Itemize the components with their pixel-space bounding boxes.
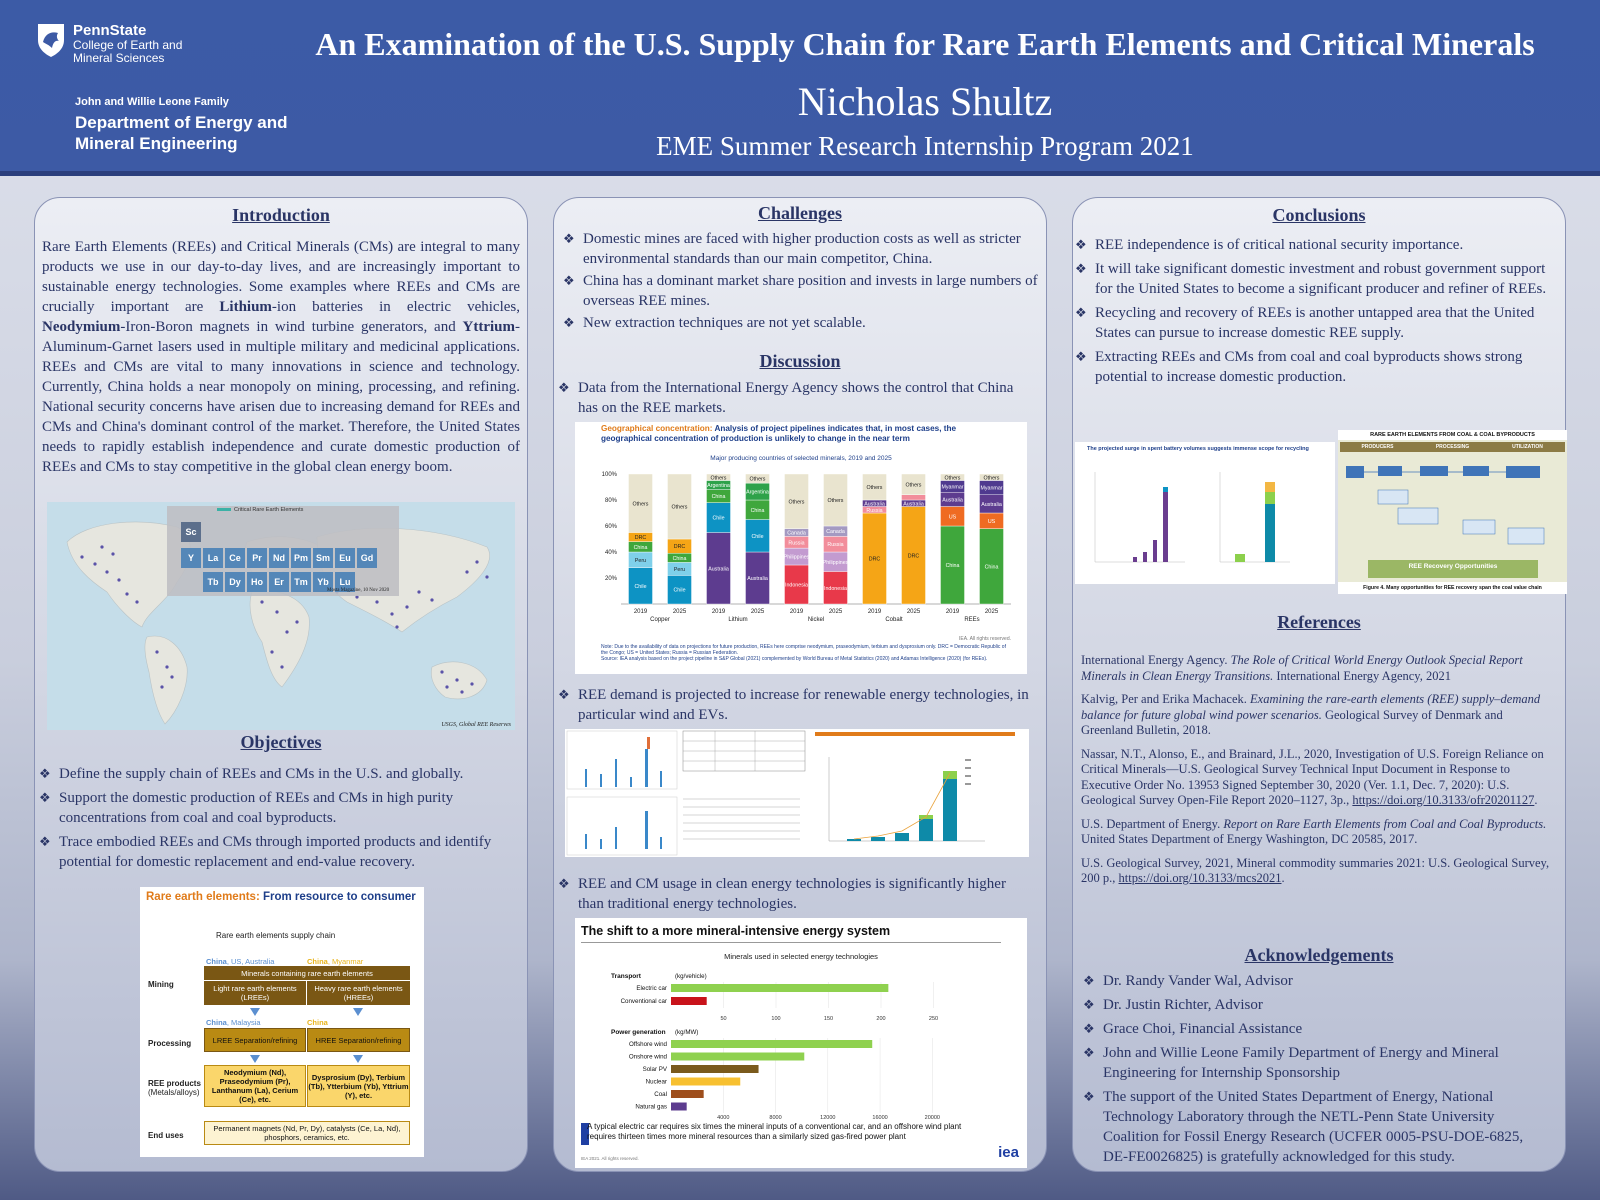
category-label: Coal: [654, 1091, 667, 1098]
right-column: [1072, 197, 1566, 1172]
segment-label: Australia: [942, 497, 963, 504]
category-label: Electric car: [636, 985, 667, 992]
coal-figure-caption: Figure 4. Many opportunities for REE recovery span the coal value chain: [1338, 582, 1567, 594]
segment-label: DRC: [673, 544, 686, 551]
objective-item: ❖ Support the domestic production of REEs and CMs in high purity concentrations from coal and coal byproducts.: [37, 788, 525, 828]
segment-label: Russia: [866, 507, 883, 514]
reference-5: U.S. Geological Survey, 2021, Mineral commodity summaries 2021: U.S. Geological Survey, 200 p., https://doi.org/10.3133/mcs2021.: [1081, 855, 1550, 885]
reference-5-link[interactable]: https://doi.org/10.3133/mcs2021: [1118, 871, 1282, 885]
segment-label: Australia: [903, 501, 924, 508]
intro-bold-lithium: Lithium: [219, 299, 272, 315]
x-tick-label: 2019: [867, 609, 882, 615]
segment-label: Russia: [788, 540, 805, 547]
reference-1: International Energy Agency. The Role of Critical World Energy Outlook Special Report Minerals in Clean Energy Transitions. International Energy Agency, 2021: [1081, 653, 1523, 683]
coal-figure-columns: [1340, 442, 1565, 452]
intro-bold-neodymium: Neodymium: [42, 319, 121, 335]
category-label: Offshore wind: [628, 1041, 667, 1048]
map-credit: USGS, Global REE Reserves: [441, 722, 511, 728]
group-label: Copper: [650, 617, 670, 623]
element-tile: Y: [181, 548, 201, 568]
conclusion-item: ❖ Recycling and recovery of REEs is another untapped area that the United States can pursue to increase domestic REE supply.: [1073, 303, 1561, 343]
element-tile: Ho: [247, 572, 267, 592]
group-heading: Transport: [611, 973, 641, 980]
intro-text-2: -ion batteries in electric vehicles,: [271, 299, 520, 315]
category-label: Conventional car: [620, 998, 667, 1005]
x-tick-label: 16000: [872, 1115, 888, 1121]
ree-supply-chain-figure: [140, 887, 424, 1157]
segment-label: Others: [632, 501, 649, 508]
challenge-item: ❖ Domestic mines are faced with higher production costs as well as stricter environmental standards than our main competitor, China.: [561, 229, 1039, 269]
element-tile: Er: [269, 572, 289, 592]
objectives-heading: Objectives: [240, 732, 322, 752]
element-tile: Lu: [335, 572, 355, 592]
stage-ree-products: REE products (Metals/alloys): [148, 1079, 201, 1097]
x-tick-label: 2019: [945, 609, 960, 615]
acknowledgement-item: ❖ John and Willie Leone Family Department of Energy and Mineral Engineering for Internship Sponsorship: [1081, 1043, 1551, 1083]
segment-label: China: [711, 494, 726, 501]
y-tick-label: 20%: [604, 576, 617, 582]
references-list: [1081, 653, 1551, 895]
segment-label: China: [672, 555, 687, 562]
department-family: John and Willie Leone Family: [75, 96, 229, 108]
end-uses-box: Permanent magnets (Nd, Pr, Dy), catalysts (Ce, La, Nd), phosphors, ceramics, etc.: [204, 1121, 410, 1145]
element-tile: Tb: [203, 572, 223, 592]
mining-left-countries: China, US, Australia: [206, 957, 275, 966]
poster-title: An Examination of the U.S. Supply Chain for Rare Earth Elements and Critical Minerals: [315, 26, 1535, 62]
iea-geo-subtitle: Major producing countries of selected minerals, 2019 and 2025: [710, 455, 892, 462]
segment-label: DRC: [868, 556, 881, 563]
references-heading: References: [1277, 612, 1361, 632]
segment-label: Indonesia: [785, 582, 808, 589]
college-name: College of Earth and Mineral Sciences: [73, 38, 183, 65]
lree-separation-box: LREE Separation/refining: [204, 1028, 306, 1052]
segment-label: Others: [788, 499, 805, 506]
x-tick-label: 2025: [984, 609, 999, 615]
y-tick-label: 60%: [604, 524, 617, 530]
arrow-down-icon: [250, 1008, 260, 1016]
segment-label: Australia: [747, 576, 768, 582]
stage-mining: Mining: [148, 980, 174, 989]
segment-label: China: [984, 564, 999, 571]
segment-label: Others: [671, 504, 688, 511]
spent-battery-figure: [1075, 442, 1335, 584]
conclusion-item: ❖ Extracting REEs and CMs from coal and coal byproducts shows strong potential to increase domestic production.: [1073, 347, 1561, 387]
element-tile: Dy: [225, 572, 245, 592]
mining-right-countries: China, Myanmar: [307, 957, 364, 966]
col-utilization: UTILIZATION: [1512, 444, 1543, 450]
segment-label: US: [987, 518, 996, 525]
lree-box: Light rare earth elements (LREEs): [204, 981, 306, 1005]
segment-label: Others: [944, 475, 961, 482]
element-tile: Ce: [225, 548, 245, 568]
nittany-lion-shield-icon: [36, 22, 66, 58]
horizontal-bar-chart: [575, 964, 1027, 1134]
reference-2: Kalvig, Per and Erika Machacek. Examining the rare-earth elements (REE) supply–demand balance for future global wind power scenarios. Geological Survey of Denmark and Greenland Bulletin, 2018.: [1081, 692, 1541, 737]
discussion-point-1: [556, 378, 1034, 420]
challenges-list: [561, 229, 1039, 335]
segment-label: China: [945, 563, 960, 569]
segment-label: Others: [905, 482, 922, 489]
group-unit: (kg/MW): [675, 1029, 699, 1036]
segment-label: Myanmar: [980, 485, 1003, 492]
processing-left-countries: China, Malaysia: [206, 1018, 261, 1027]
objectives-list: [37, 764, 525, 876]
bar-segment: [902, 495, 926, 500]
x-tick-label: 2019: [789, 609, 804, 615]
supply-chain-subtitle: Rare earth elements supply chain: [216, 931, 336, 940]
x-tick-label: 2025: [828, 609, 843, 615]
segment-label: Philippines: [822, 559, 849, 566]
segment-label: Peru: [673, 566, 686, 573]
group-label: Cobalt: [885, 617, 903, 623]
challenge-item: ❖ China has a dominant market share position and invests in large numbers of overseas REE mines.: [561, 271, 1039, 311]
segment-label: Australia: [864, 501, 885, 508]
stage-processing: Processing: [148, 1039, 192, 1048]
element-tile: La: [203, 548, 223, 568]
y-tick-label: 80%: [604, 498, 617, 504]
segment-label: Australia: [708, 566, 729, 573]
group-heading: Power generation: [611, 1029, 666, 1036]
element-tile: Yb: [313, 572, 333, 592]
element-tile: Pm: [291, 548, 311, 568]
x-tick-label: 200: [876, 1016, 886, 1022]
acknowledgements-list: [1081, 971, 1551, 1171]
author-name: Nicholas Shultz: [797, 79, 1053, 124]
bar: [671, 997, 707, 1005]
heavy-ree-products: Dysprosium (Dy), Terbium (Tb), Ytterbium (Yb), Yttrium (Y), etc.: [307, 1065, 410, 1107]
periodic-table-inset: [167, 506, 399, 596]
x-tick-label: 2025: [906, 609, 921, 615]
bar: [671, 1103, 687, 1111]
x-tick-label: 100: [771, 1016, 781, 1022]
category-label: Solar PV: [642, 1066, 667, 1073]
segment-label: Others: [866, 485, 883, 491]
arrow-down-icon: [353, 1055, 363, 1063]
conclusions-list: [1073, 235, 1561, 391]
reference-4: U.S. Department of Energy. Report on Rare Earth Elements from Coal and Coal Byproducts. United States Department of Energy Washington, DC 20585, 2017.: [1081, 816, 1547, 846]
group-label: Lithium: [728, 617, 748, 623]
segment-label: Chile: [634, 583, 647, 590]
arrow-down-icon: [353, 1008, 363, 1016]
x-tick-label: 2019: [711, 609, 726, 615]
intro-bold-yttrium: Yttrium: [462, 319, 515, 335]
department-block: [75, 96, 315, 154]
col-producers: PRODUCERS: [1361, 444, 1394, 450]
acknowledgement-item: ❖ Dr. Justin Richter, Advisor: [1081, 995, 1551, 1015]
ree-demand-figures: [565, 729, 1029, 857]
mineral-chart-caption: A typical electric car requires six times the mineral inputs of a conventional car, and an offshore wind plant requires thirteen times more mineral resources than a similarly sized gas-fired power plant: [587, 1122, 962, 1141]
acknowledgement-item: ❖ Dr. Randy Vander Wal, Advisor: [1081, 971, 1551, 991]
segment-label: Peru: [634, 557, 647, 564]
acknowledgement-item: ❖ Grace Choi, Financial Assistance: [1081, 1019, 1551, 1039]
segment-label: Indonesia: [824, 585, 847, 592]
x-tick-label: 8000: [769, 1115, 782, 1121]
iea-geo-headline: Geographical concentration: Analysis of project pipelines indicates that, in most cases, the geographical concentration of production is unlikely to change in the near term: [601, 424, 957, 443]
university-name: PennState: [73, 22, 147, 39]
ree-demand-thumbnail-graphic: [565, 729, 1029, 857]
bar: [671, 1040, 872, 1048]
discussion-heading: Discussion: [759, 351, 841, 371]
segment-label: Australia: [981, 501, 1002, 508]
x-tick-label: 2025: [750, 609, 765, 615]
conclusion-item: ❖ It will take significant domestic investment and robust government support for the United States to become a significant producer and refiner of REEs.: [1073, 259, 1561, 299]
segment-label: Chile: [673, 587, 686, 594]
map-source: Mosta Magazine, 10 Nov 2020: [327, 588, 390, 593]
hree-separation-box: HREE Separation/refining: [307, 1028, 410, 1052]
stage-end-uses: End uses: [148, 1131, 184, 1140]
segment-label: Others: [983, 475, 1000, 482]
segment-label: Canada: [826, 529, 845, 536]
intro-text-4: -Aluminum-Garnet lasers used in multiple military and medicinal applications. REEs and CMs are vital to many innovations in science and technology. Currently, China holds a near monopoly on mining, processing, and refining. National security concerns have arisen due to increasing demand for REEs and CMs and China's dominant control of the market. Therefore, the United States needs to rapidly establish independence and curate domestic production of REEs and CMs to stay competitive in the global clean energy boom.: [42, 319, 520, 475]
x-tick-label: 50: [720, 1016, 727, 1022]
bar: [671, 1078, 740, 1086]
segment-label: Myanmar: [941, 484, 964, 491]
discussion-item: ❖ REE demand is projected to increase for renewable energy technologies, in particular wind and EVs.: [556, 685, 1034, 725]
x-tick-label: 12000: [820, 1115, 836, 1121]
objective-item: ❖ Define the supply chain of REEs and CMs in the U.S. and globally.: [37, 764, 525, 784]
element-tile: Tm: [291, 572, 311, 592]
iea-geo-rights: IEA. All rights reserved.: [959, 636, 1011, 642]
objective-item: ❖ Trace embodied REEs and CMs through imported products and identify potential for domestic replacement and end-value recovery.: [37, 832, 525, 872]
coal-ree-figure: [1338, 430, 1567, 594]
iea-logo: iea: [998, 1144, 1019, 1161]
x-tick-label: 2025: [672, 609, 687, 615]
x-tick-label: 4000: [717, 1115, 730, 1121]
bar: [671, 984, 888, 992]
pennstate-logo: [36, 22, 183, 65]
processing-right-country: China: [307, 1018, 328, 1027]
program-name: EME Summer Research Internship Program 2021: [656, 131, 1194, 161]
segment-label: Philippines: [783, 554, 810, 561]
department-name: Department of Energy and Mineral Engineering: [75, 113, 288, 153]
segment-label: US: [948, 514, 957, 521]
segment-label: Others: [710, 475, 727, 482]
category-label: Nuclear: [645, 1078, 667, 1086]
element-tile: Sc: [181, 522, 201, 542]
iea-geo-note: Note: Due to the availability of data on projections for future production, REEs here comprise neodymium, praseodymium, terbium and dysprosium only. DRC = Democratic Republic of the Congo; US = United States; Russia = Russian Federation. Source: IEA analysis based on the project pipeline in S&P Global (2021) complemented by World Bureau of Metal Statistics (2020) and Adamas Intelligence (2020) (for REEs).: [601, 644, 1006, 662]
acknowledgement-item: ❖ The support of the United States Department of Energy, National Technology Laboratory through the NETL-Penn State University Coalition for Fossil Energy Research (UCFER 0005-PSU-DOE-6825, DE-FE0026825) is gratefully acknowledged for this study.: [1081, 1087, 1551, 1167]
battery-figure-title: The projected surge in spent battery volumes suggests immense scope for recycling: [1087, 446, 1309, 452]
ree-world-map: [47, 502, 515, 730]
arrow-down-icon: [250, 1055, 260, 1063]
intro-text-1: Rare Earth Elements (REEs) and Critical Minerals (CMs) are integral to many products we use in our day-to-day lives, and are increasingly important to sustainable energy technologies. Some examples where REEs and CMs are crucially important are: [42, 239, 520, 315]
y-tick-label: 100%: [601, 472, 617, 478]
coal-figure-title: RARE EARTH ELEMENTS FROM COAL & COAL BYPRODUCTS: [1338, 430, 1567, 440]
acknowledgements-heading: Acknowledgements: [1244, 945, 1394, 965]
mineral-chart-subtitle: Minerals used in selected energy technologies: [724, 952, 878, 961]
recovery-opportunities-label: REE Recovery Opportunities: [1408, 563, 1498, 570]
element-tile: Sm: [313, 548, 333, 568]
discussion-item: ❖ REE and CM usage in clean energy technologies is significantly higher than traditional energy technologies.: [556, 874, 1034, 914]
conclusion-item: ❖ REE independence is of critical national security importance.: [1073, 235, 1561, 255]
bar: [671, 1090, 704, 1098]
mineral-chart-rights: IEA 2021. All rights reserved.: [581, 1156, 639, 1161]
x-tick-label: 2019: [633, 609, 648, 615]
element-tile: Pr: [247, 548, 267, 568]
minerals-box: Minerals containing rare earth elements: [204, 966, 410, 980]
map-legend: Critical Rare Earth Elements: [217, 507, 303, 513]
reference-3: Nassar, N.T., Alonso, E., and Brainard, J.L., 2020, Investigation of U.S. Foreign Reliance on Critical Minerals—U.S. Geological Survey Technical Input Document in Response to Executive Order No. 13953 Signed September 30, 2020 (Ver. 1.1, Dec. 7, 2020): U.S. Geological Survey Open-File Report 2020–1127, 3p., https://doi.org/10.3133/ofr20201127.: [1081, 746, 1544, 807]
element-tile: Gd: [357, 548, 377, 568]
supply-chain-title: Rare earth elements: From resource to consumer: [146, 891, 416, 903]
x-tick-label: 150: [823, 1016, 834, 1022]
col-processing: PROCESSING: [1435, 444, 1470, 450]
discussion-item: ❖ Data from the International Energy Agency shows the control that China has on the REE markets.: [556, 378, 1034, 418]
group-label: Nickel: [807, 617, 825, 623]
hree-box: Heavy rare earth elements (HREEs): [307, 981, 410, 1005]
segment-label: Argentina: [707, 483, 730, 490]
discussion-point-3: [556, 874, 1034, 916]
segment-label: Russia: [827, 542, 844, 549]
middle-column: [553, 197, 1047, 1172]
segment-label: Chile: [751, 533, 764, 540]
intro-text-3: -Iron-Boron magnets in wind turbine generators, and: [120, 319, 463, 335]
segment-label: Chile: [712, 515, 725, 522]
stacked-bar-chart: [575, 464, 1027, 664]
mineral-intensity-chart: [575, 918, 1027, 1168]
segment-label: Argentina: [746, 489, 769, 496]
introduction-text: [42, 237, 520, 477]
segment-label: DRC: [634, 535, 647, 542]
y-tick-label: 40%: [604, 550, 617, 556]
challenges-heading: Challenges: [757, 203, 842, 223]
discussion-point-2: [556, 685, 1034, 727]
title-rule: [581, 942, 1001, 943]
light-ree-products: Neodymium (Nd), Praseodymium (Pr), Lanthanum (La), Cerium (Ce), etc.: [204, 1065, 306, 1107]
left-column: [34, 197, 528, 1172]
introduction-heading: Introduction: [232, 205, 330, 225]
battery-bars-graphic: [1075, 442, 1335, 584]
mineral-chart-title: The shift to a more mineral-intensive energy system: [581, 924, 891, 938]
element-tile: Eu: [335, 548, 355, 568]
category-label: Natural gas: [635, 1103, 667, 1111]
segment-label: Canada: [787, 530, 806, 537]
reference-3-link[interactable]: https://doi.org/10.3133/ofr20201127: [1352, 793, 1535, 807]
segment-label: Others: [749, 476, 766, 483]
segment-label: Others: [827, 498, 844, 504]
category-label: Onshore wind: [628, 1053, 667, 1061]
group-label: REEs: [964, 617, 980, 623]
x-tick-label: 250: [928, 1016, 939, 1022]
element-tile: Nd: [269, 548, 289, 568]
challenge-item: ❖ New extraction techniques are not yet scalable.: [561, 313, 1039, 333]
poster-header: [0, 0, 1600, 176]
bar: [671, 1053, 804, 1061]
conclusions-heading: Conclusions: [1272, 205, 1366, 225]
x-tick-label: 20000: [924, 1115, 940, 1121]
bar: [671, 1065, 759, 1073]
segment-label: China: [750, 507, 765, 514]
iea-geographic-concentration-chart: [575, 422, 1027, 674]
group-unit: (kg/vehicle): [675, 973, 707, 980]
segment-label: China: [633, 544, 648, 551]
segment-label: DRC: [907, 553, 920, 560]
